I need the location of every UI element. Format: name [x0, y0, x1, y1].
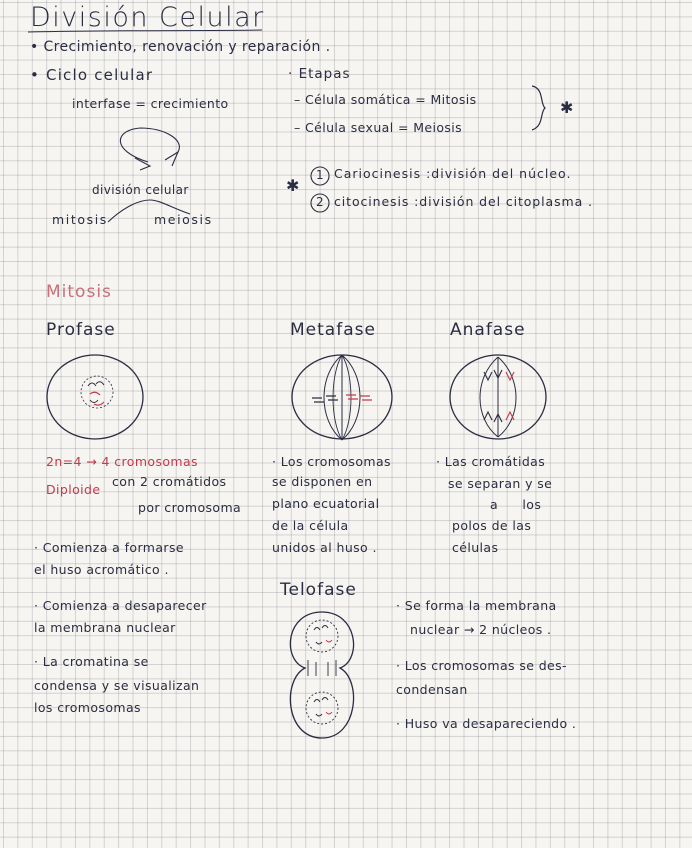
profase-cell	[47, 355, 143, 439]
profase-cromatidas-1: con 2 cromátidos	[112, 474, 227, 489]
metafase-line2: se disponen en	[272, 474, 373, 489]
profase-p2-line1: · Comienza a desaparecer	[34, 598, 207, 613]
telofase-cell	[290, 612, 353, 738]
profase-p3-line3: los cromosomas	[34, 700, 141, 715]
telofase-line4: condensan	[396, 682, 468, 697]
item1-number: 1	[316, 168, 325, 182]
bullet-ciclo-celular: • Ciclo celular	[30, 66, 154, 84]
fases-asterisk: ✱	[286, 176, 300, 195]
anafase-line2: se separan y se	[448, 476, 553, 491]
bullet-crecimiento: • Crecimiento, renovación y reparación .	[30, 39, 331, 55]
etapas-sexual: – Célula sexual = Meiosis	[294, 120, 463, 135]
etapas-asterisk: ✱	[560, 98, 574, 117]
telofase-line5: · Huso va desapareciendo .	[396, 716, 577, 731]
metafase-heading: Metafase	[290, 320, 376, 340]
etapas-heading: · Etapas	[288, 66, 351, 82]
cariocinesis-text: Cariocinesis :división del núcleo.	[334, 166, 572, 181]
profase-formula: 2n=4 → 4 cromosomas	[46, 454, 198, 469]
metafase-cell	[292, 355, 392, 440]
telofase-line1: · Se forma la membrana	[396, 598, 557, 613]
mitosis-label: mitosis	[52, 212, 108, 227]
profase-p3-line2: condensa y se visualizan	[34, 678, 200, 693]
metafase-line3: plano ecuatorial	[272, 496, 380, 511]
anafase-heading: Anafase	[450, 320, 526, 340]
profase-cromatidas-2: por cromosoma	[138, 500, 242, 515]
anafase-line1: · Las cromátidas	[436, 454, 546, 469]
division-celular-label: división celular	[92, 183, 189, 197]
anafase-line3: a los	[490, 497, 542, 512]
anafase-cell	[450, 355, 546, 439]
item2-number: 2	[316, 195, 325, 209]
profase-p1-line1: · Comienza a formarse	[34, 540, 184, 555]
profase-p2-line2: la membrana nuclear	[34, 620, 176, 635]
anafase-line5: células	[452, 540, 499, 555]
profase-p1-line2: el huso acromático .	[34, 562, 169, 577]
telofase-line3: · Los cromosomas se des-	[396, 658, 567, 673]
meiosis-label: meiosis	[154, 212, 213, 227]
profase-p3-line1: · La cromatina se	[34, 654, 149, 669]
metafase-line5: unidos al huso .	[272, 540, 377, 555]
metafase-line1: · Los cromosomas	[272, 454, 391, 469]
etapas-somatica: – Célula somática = Mitosis	[294, 92, 477, 107]
metafase-line4: de la célula	[272, 518, 349, 533]
interfase-label: interfase = crecimiento	[72, 96, 229, 111]
anafase-line4: polos de las	[452, 518, 532, 533]
profase-heading: Profase	[46, 320, 116, 340]
profase-diploide: Diploide	[46, 482, 101, 497]
page-title: División Celular	[30, 2, 265, 33]
telofase-line2: nuclear → 2 núcleos .	[410, 622, 552, 637]
citocinesis-text: citocinesis :división del citoplasma .	[334, 194, 593, 209]
mitosis-heading: Mitosis	[46, 282, 112, 302]
telofase-heading: Telofase	[280, 580, 357, 600]
